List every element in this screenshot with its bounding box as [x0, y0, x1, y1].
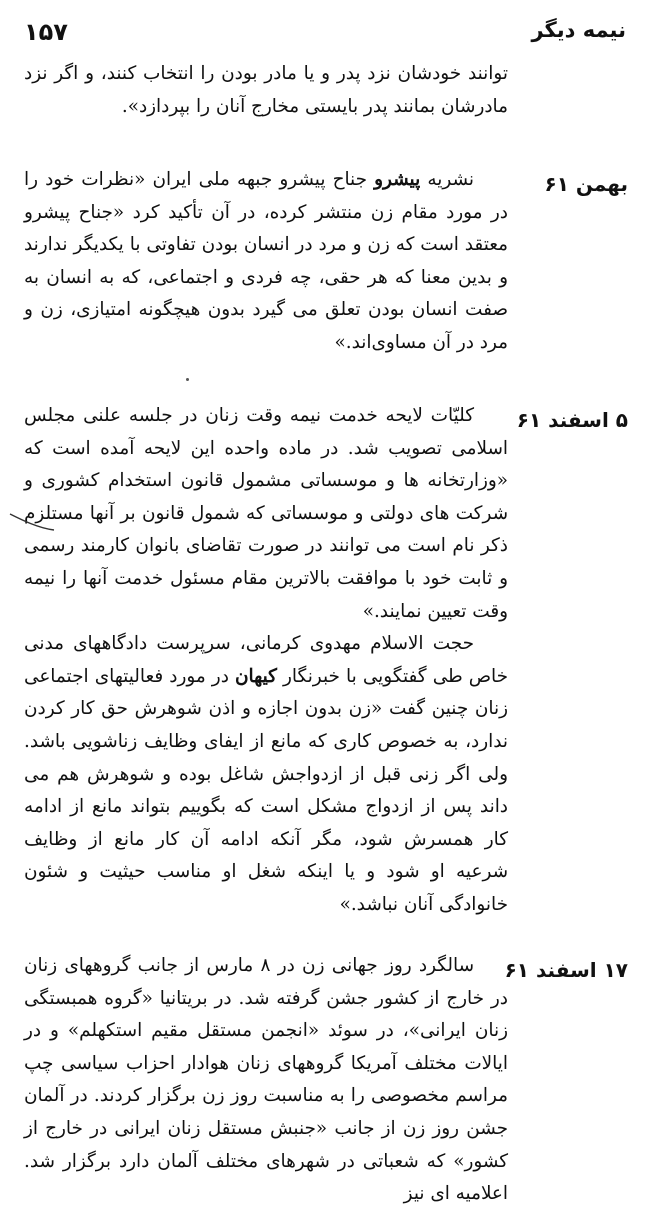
- continuation-paragraph: [24, 58, 508, 123]
- paragraph-text: حجت الاسلام مهدوی کرمانی، سرپرست دادگاههای مدنی خاص طی گفتگویی با خبرنگار: [24, 633, 508, 687]
- entry-date: بهمن ۶۱: [544, 172, 628, 196]
- paragraph-text: سالگرد روز جهانی زن در ۸ مارس از جانب گروههای زنان در خارج از کشور جشن گرفته شد. در بریتانیا «گروه همبستگی زنان ایرانی»، در سوئد «انجمن مستقل مقیم استکهلم» و در ایالات مختلف آمریکا گروههای زنان هوادار احزاب سیاسی چپ مراسم مخصوصی را به مناسبت روز زن برگزار کردند. در آلمان جشن روز زن از جانب «جنبش مستقل زنان ایرانی در خارج از کشور» که شعباتی در شهرهای مختلف آلمان دارد برگزار شد. اعلامیه ای نیز: [24, 955, 508, 1205]
- continuation-text: توانند خودشان نزد پدر و یا مادر بودن را انتخاب کنند، و اگر نزد مادرشان بمانند پدر بایستی مخارج آنان را بپردازد».: [24, 63, 508, 117]
- publication-name: کیهان: [235, 665, 277, 687]
- pen-mark: [8, 510, 58, 536]
- paragraph-text: در مورد فعالیتهای اجتماعی زنان چنین گفت «زن بدون اجازه و اذن شوهرش حق کار کردن ندارد، به خصوص کاری که مانع از ایفای وظایف زناشویی باشد. ولی اگر زنی قبل از ازدواجش شاغل بوده و شوهرش هم می داند پس از ازدواج مشکل است که بگوییم بتواند مانع از ادامه کار همسرش شود، مگر آنکه ادامه آن کار مانع از وظایف شرعیه او شود و یا اینکه شغل او مناسب حیثیت و شئون خانوادگی آنان نباشد.»: [24, 665, 508, 915]
- entry-paragraph: [24, 400, 508, 628]
- entry-date: ۵ اسفند ۶۱: [516, 408, 628, 432]
- entry-paragraph: [24, 950, 508, 1211]
- ink-dot: [186, 378, 189, 381]
- entry-text: [24, 164, 508, 360]
- paragraph-text: جناح پیشرو جبهه ملی ایران «نظرات خود را در مورد مقام زن منتشر کرده، در آن تأکید کرد «جناح پیشرو معتقد است که زن و مرد در انسان بودن تفاوتی با یکدیگر ندارند و بدین معنا که هر حقی، چه فردی و اجتماعی، که به انسان به صفت انسان بودن تعلق می گیرد بدون هیچگونه امتیازی، زن و مرد در آن مساوی‌اند.»: [24, 169, 508, 353]
- entry-paragraph: [24, 164, 508, 360]
- page-header: [0, 12, 650, 52]
- entry-text: [24, 950, 508, 1211]
- entry-date: ۱۷ اسفند ۶۱: [504, 958, 628, 982]
- paragraph-text: کلیّات لایحه خدمت نیمه وقت زنان در جلسه علنی مجلس اسلامی تصویب شد. در ماده واحده این لایحه آمده است که «وزارتخانه ها و موسساتی مشمول قانون استخدام کشوری و شرکت های دولتی و موسساتی که شمول قانون بر آنها مستلزم ذکر نام است می توانند در صورت تقاضای بانوان کارمند رسمی و ثابت خود با موافقت بالاترین مقام مسئول خدمت آنها را نیمه وقت تعیین نمایند.»: [24, 405, 508, 622]
- entry-text: [24, 400, 508, 922]
- running-title: نیمه دیگر: [531, 18, 626, 42]
- entry-paragraph: [24, 628, 508, 921]
- page-number: ۱۵۷: [24, 18, 68, 46]
- paragraph-text: نشریه: [420, 169, 474, 190]
- publication-name: پیشرو: [374, 169, 421, 190]
